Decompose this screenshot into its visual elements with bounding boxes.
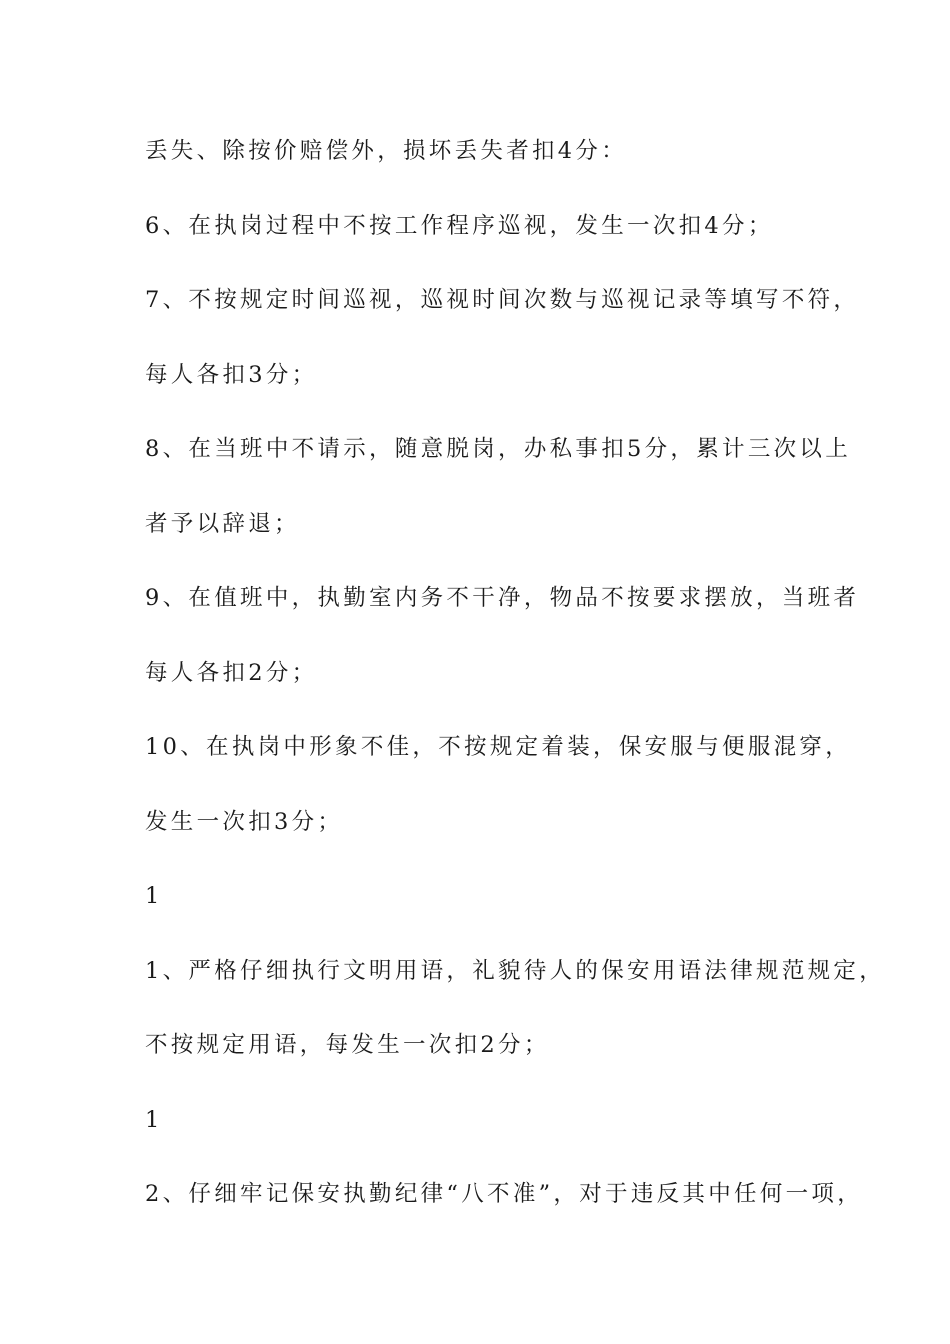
text-line-3: 7、不按规定时间巡视，巡视时间次数与巡视记录等填写不符，: [145, 287, 860, 313]
text-line-7: 9、在值班中，执勤室内务不干净，物品不按要求摆放，当班者: [145, 585, 860, 611]
document-body: [145, 131, 886, 1249]
text-line-10: 发生一次扣3分；: [145, 808, 344, 835]
text-line-15: 2、仔细牢记保安执勤纪律“八不准”，对于违反其中任何一项，: [145, 1181, 864, 1207]
text-line-14: 1: [145, 1106, 163, 1133]
text-line-4: 每人各扣3分；: [145, 361, 318, 388]
text-line-5: 8、在当班中不请示，随意脱岗，办私事扣5分，累计三次以上: [145, 436, 852, 462]
text-line-13: 不按规定用语，每发生一次扣2分；: [145, 1032, 550, 1058]
text-line-12: 1、严格仔细执行文明用语，礼貌待人的保安用语法律规范规定，: [145, 957, 886, 984]
text-line-8: 每人各扣2分；: [145, 659, 318, 686]
text-line-11: 1: [145, 883, 163, 909]
text-line-6: 者予以辞退；: [145, 510, 300, 537]
text-line-9: 10、在执岗中形象不佳，不按规定着装，保安服与便服混穿，: [145, 734, 852, 760]
text-line-1: 丢失、除按价赔偿外，损坏丢失者扣4分：: [145, 138, 628, 164]
text-line-2: 6、在执岗过程中不按工作程序巡视，发生一次扣4分；: [145, 212, 774, 239]
